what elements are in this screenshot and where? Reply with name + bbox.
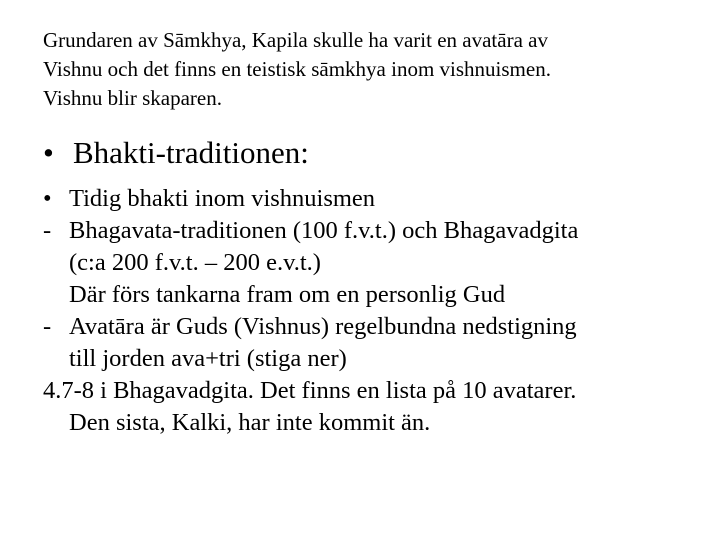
bullet-list bbox=[43, 183, 713, 439]
list-item-continuation bbox=[43, 247, 713, 279]
intro-paragraph bbox=[43, 26, 703, 113]
intro-line: Vishnu blir skaparen. bbox=[43, 86, 222, 110]
dash-marker: - bbox=[43, 313, 52, 340]
list-item-text: 4.7-8 i Bhagavadgita. Det finns en lista på 10 avatarer. bbox=[43, 377, 577, 404]
list-item-continuation bbox=[43, 407, 713, 439]
list-item-text: (c:a 200 f.v.t. – 200 e.v.t.) bbox=[69, 249, 321, 276]
list-item-text: till jorden ava+tri (stiga ner) bbox=[69, 345, 347, 372]
list-item-text: Tidig bhakti inom vishnuismen bbox=[69, 185, 376, 212]
list-item-text: Avatāra är Guds (Vishnus) regelbundna nedstigning bbox=[69, 313, 577, 340]
section-heading bbox=[43, 135, 309, 171]
dash-marker: - bbox=[43, 217, 52, 244]
section-heading-text: Bhakti-traditionen: bbox=[73, 135, 309, 170]
list-item-continuation bbox=[43, 279, 713, 311]
list-item-text: Där förs tankarna fram om en personlig Gud bbox=[69, 281, 506, 308]
intro-line: Vishnu och det finns en teistisk sāmkhya inom vishnuismen. bbox=[43, 57, 551, 81]
list-item-continuation bbox=[43, 343, 713, 375]
intro-line: Grundaren av Sāmkhya, Kapila skulle ha varit en avatāra av bbox=[43, 28, 548, 52]
bullet-icon: • bbox=[43, 135, 54, 170]
list-item bbox=[43, 215, 713, 247]
list-item bbox=[43, 183, 713, 215]
list-item bbox=[43, 311, 713, 343]
bullet-icon: • bbox=[43, 185, 52, 212]
list-item bbox=[43, 375, 713, 407]
list-item-text: Bhagavata-traditionen (100 f.v.t.) och Bhagavadgita bbox=[69, 217, 579, 244]
list-item-text: Den sista, Kalki, har inte kommit än. bbox=[69, 409, 431, 436]
